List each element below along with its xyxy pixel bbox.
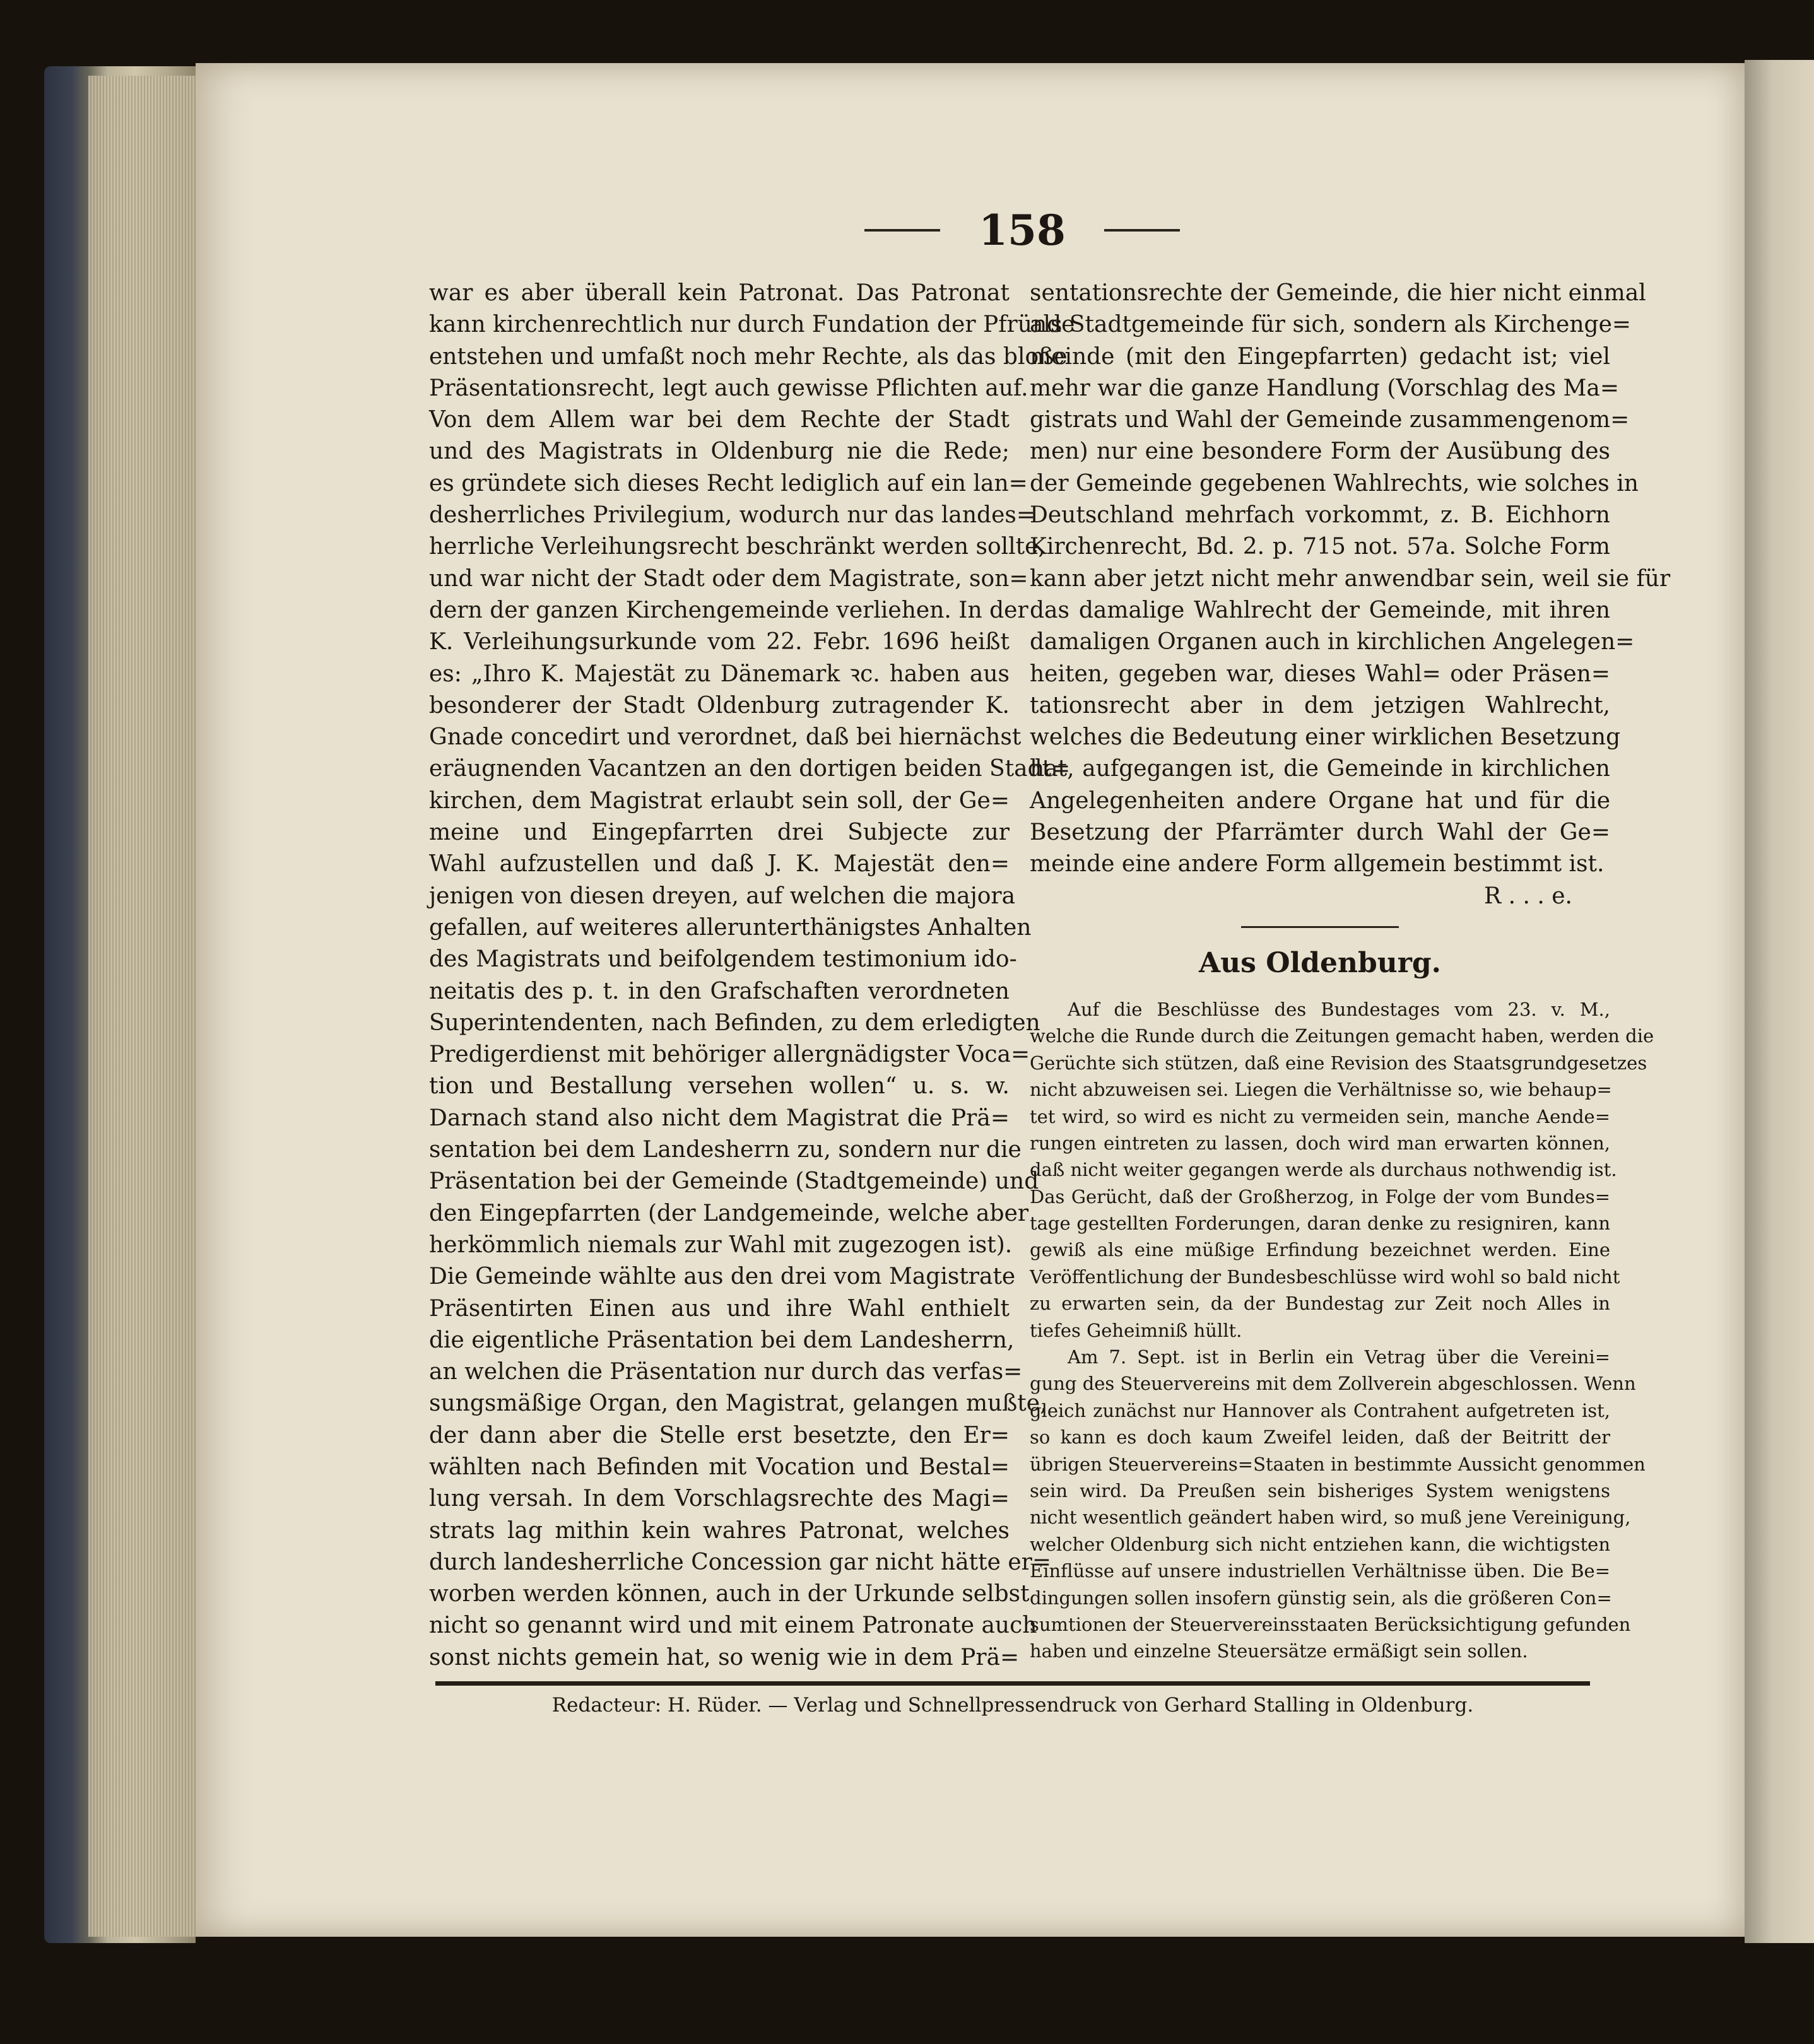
text-line: sein wird. Da Preußen sein bisheriges System wenigstens (1030, 1479, 1610, 1501)
text-line: so kann es doch kaum Zweifel leiden, daß der Beitritt der (1030, 1426, 1610, 1448)
text-line: tet wird, so wird es nicht zu vermeiden sein, manche Aende= (1030, 1105, 1610, 1127)
text-line: Wahl aufzustellen und daß J. K. Majestät den= (429, 851, 1010, 878)
text-line: meine und Eingepfarrten drei Subjecte zur (429, 819, 1010, 846)
section-divider (1241, 926, 1399, 928)
text-line: neitatis des p. t. in den Grafschaften verordneten (429, 978, 1010, 1004)
text-line: sentationsrechte der Gemeinde, die hier nicht einmal (1030, 280, 1646, 306)
article-continuation (1030, 278, 1671, 881)
text-line: Gerüchte sich stützen, daß eine Revision des Staatsgrundgesetzes (1030, 1052, 1647, 1074)
text-line: gewiß als eine müßige Erfindung bezeichnet werden. Eine (1030, 1239, 1610, 1261)
text-line: zu erwarten sein, da der Bundestag zur Zeit noch Alles in (1030, 1293, 1610, 1315)
text-line: an welchen die Präsentation nur durch das verfas= (429, 1359, 1023, 1385)
text-line: heiten, gegeben war, dieses Wahl= oder Präsen= (1030, 661, 1610, 687)
left-column (429, 278, 1075, 1674)
text-line: Darnach stand also nicht dem Magistrat die Prä= (429, 1105, 1010, 1131)
text-line: daß nicht weiter gegangen werde als durchaus nothwendig ist. (1030, 1159, 1617, 1181)
news-paragraph-1 (1030, 996, 1654, 1344)
text-line: übrigen Steuervereins=Staaten in bestimmte Aussicht genommen (1030, 1453, 1646, 1475)
text-line: Deutschland mehrfach vorkommt, z. B. Eichhorn (1030, 502, 1610, 529)
header-rule-left (864, 229, 940, 232)
text-line: nicht so genannt wird und mit einem Patronate auch (429, 1612, 1037, 1639)
text-line: Angelegenheiten andere Organe hat und für die (1030, 787, 1610, 814)
news-paragraph-2 (1030, 1344, 1646, 1665)
text-line: Kirchenrecht, Bd. 2. p. 715 not. 57a. Solche Form (1030, 534, 1610, 560)
text-line: lung versah. In dem Vorschlagsrechte des Magi= (429, 1486, 1010, 1512)
page-edges (88, 76, 199, 1937)
text-line: meinde eine andere Form allgemein bestimmt ist. (1030, 851, 1605, 878)
text-line: meinde (mit den Eingepfarrten) gedacht ist; viel (1030, 343, 1610, 370)
text-line: herrliche Verleihungsrecht beschränkt werden sollte, (429, 534, 1045, 560)
text-line: es: „Ihro K. Majestät zu Dänemark ꝛc. haben aus (429, 661, 1010, 687)
text-line: dern der ganzen Kirchengemeinde verliehen. In der (429, 597, 1028, 623)
text-line: sumtionen der Steuervereinsstaaten Berücksichtigung gefunden (1030, 1613, 1631, 1635)
text-line: und des Magistrats in Oldenburg nie die Rede; (429, 438, 1010, 465)
text-line: sentation bei dem Landesherrn zu, sondern nur die (429, 1137, 1022, 1163)
text-line: Einflüsse auf unsere industriellen Verhältnisse üben. Die Be= (1030, 1560, 1610, 1582)
text-line: kann kirchenrechtlich nur durch Fundation der Pfründe (429, 312, 1075, 338)
section-heading: Aus Oldenburg. (1198, 946, 1442, 979)
text-line: dingungen sollen insofern günstig sein, als die größeren Con= (1030, 1587, 1612, 1609)
text-line: jenigen von diesen dreyen, auf welchen die majora (429, 883, 1016, 909)
text-line: worben werden können, auch in der Urkunde selbst (429, 1581, 1030, 1607)
text-line: damaligen Organen auch in kirchlichen Angelegen= (1030, 629, 1635, 655)
text-line: Predigerdienst mit behöriger allergnädigster Voca= (429, 1042, 1030, 1068)
text-line: der dann aber die Stelle erst besetzte, den Er= (429, 1422, 1010, 1448)
text-line: des Magistrats und beifolgendem testimonium ido- (429, 946, 1017, 973)
text-line: Veröffentlichung der Bundesbeschlüsse wird wohl so bald nicht (1030, 1266, 1620, 1288)
text-line: gistrats und Wahl der Gemeinde zusammengenom= (1030, 407, 1630, 433)
text-line: die eigentliche Präsentation bei dem Landesherrn, (429, 1327, 1015, 1353)
text-line: der Gemeinde gegebenen Wahlrechts, wie solches in (1030, 470, 1639, 496)
text-line: das damalige Wahlrecht der Gemeinde, mit ihren (1030, 597, 1610, 623)
text-line: und war nicht der Stadt oder dem Magistrate, son= (429, 565, 1028, 592)
text-line: welcher Oldenburg sich nicht entziehen kann, die wichtigsten (1030, 1533, 1610, 1555)
text-line: durch landesherrliche Concession gar nicht hätte er= (429, 1549, 1052, 1575)
text-line: hat, aufgegangen ist, die Gemeinde in kirchlichen (1030, 756, 1610, 782)
text-line: Am 7. Sept. ist in Berlin ein Vetrag über die Vereini= (1068, 1346, 1610, 1368)
text-line: herkömmlich niemals zur Wahl mit zugezogen ist). (429, 1231, 1013, 1258)
text-line: tiefes Geheimniß hüllt. (1030, 1319, 1242, 1341)
text-line: eräugnenden Vacantzen an den dortigen beiden Stadt= (429, 756, 1071, 782)
text-line: Auf die Beschlüsse des Bundestages vom 23. v. M., (1068, 998, 1610, 1020)
text-line: Gnade concedirt und verordnet, daß bei hiernächst (429, 724, 1022, 751)
text-line: es gründete sich dieses Recht lediglich auf ein lan= (429, 470, 1028, 496)
footer-rule (435, 1681, 1590, 1686)
text-line: war es aber überall kein Patronat. Das Patronat (429, 280, 1010, 306)
text-line: tationsrecht aber in dem jetzigen Wahlrecht, (1030, 692, 1610, 719)
text-line: sungsmäßige Organ, den Magistrat, gelangen mußte, (429, 1390, 1047, 1417)
text-line: welches die Bedeutung einer wirklichen Besetzung (1030, 724, 1621, 751)
page-number: 158 (979, 206, 1066, 255)
text-line: nicht wesentlich geändert haben wird, so muß jene Vereinigung, (1030, 1507, 1631, 1529)
text-line: rungen eintreten zu lassen, doch wird man erwarten können, (1030, 1132, 1610, 1154)
text-line: als Stadtgemeinde für sich, sondern als Kirchenge= (1030, 312, 1632, 338)
text-line: Präsentirten Einen aus und ihre Wahl enthielt (429, 1295, 1010, 1322)
text-line: kirchen, dem Magistrat erlaubt sein soll, der Ge= (429, 787, 1010, 814)
imprint-footer: Redacteur: H. Rüder. — Verlag und Schnellpressendruck von Gerhard Stalling in Oldenburg. (551, 1694, 1474, 1717)
text-line: desherrliches Privilegium, wodurch nur das landes= (429, 502, 1036, 529)
text-line: Präsentationsrecht, legt auch gewisse Pflichten auf. (429, 375, 1028, 401)
text-line: den Eingepfarrten (der Landgemeinde, welche aber (429, 1200, 1029, 1226)
text-line: strats lag mithin kein wahres Patronat, welches (429, 1517, 1010, 1544)
text-line: Das Gerücht, daß der Großherzog, in Folge der vom Bundes= (1030, 1185, 1610, 1207)
text-line: welche die Runde durch die Zeitungen gemacht haben, werden die (1030, 1025, 1654, 1047)
text-line: kann aber jetzt nicht mehr anwendbar sein, weil sie für (1030, 565, 1671, 592)
header-rule-right (1104, 229, 1180, 232)
text-line: gleich zunächst nur Hannover als Contrahent aufgetreten ist, (1030, 1399, 1610, 1421)
text-line: Besetzung der Pfarrämter durch Wahl der Ge= (1030, 819, 1610, 846)
page-header (864, 202, 1180, 259)
text-line: tion und Bestallung versehen wollen“ u. s. w. (429, 1073, 1010, 1100)
text-line: entstehen und umfaßt noch mehr Rechte, als das bloße (429, 343, 1068, 370)
text-line: haben und einzelne Steuersätze ermäßigt sein sollen. (1030, 1640, 1528, 1662)
text-line: gung des Steuervereins mit dem Zollverein abgeschlossen. Wenn (1030, 1373, 1636, 1395)
text-line: K. Verleihungsurkunde vom 22. Febr. 1696 heißt (429, 629, 1010, 655)
facing-page-edge (1745, 60, 1814, 1943)
text-line: Präsentation bei der Gemeinde (Stadtgemeinde) und (429, 1168, 1039, 1195)
text-line: Von dem Allem war bei dem Rechte der Stadt (429, 407, 1010, 433)
text-line: Superintendenten, nach Befinden, zu dem erledigten (429, 1009, 1040, 1036)
article-signature: R . . . e. (1484, 883, 1572, 909)
text-line: besonderer der Stadt Oldenburg zutragender K. (429, 692, 1010, 719)
text-line: Die Gemeinde wählte aus den drei vom Magistrate (429, 1264, 1016, 1290)
text-line: tage gestellten Forderungen, daran denke zu resigniren, kann (1030, 1213, 1610, 1235)
text-line: sonst nichts gemein hat, so wenig wie in dem Prä= (429, 1644, 1020, 1671)
text-line: mehr war die ganze Handlung (Vorschlag des Ma= (1030, 375, 1620, 401)
text-line: wählten nach Befinden mit Vocation und Bestal= (429, 1454, 1010, 1480)
right-column (1030, 278, 1671, 1665)
text-line: gefallen, auf weiteres allerunterthänigstes Anhalten (429, 914, 1032, 941)
text-line: men) nur eine besondere Form der Ausübung des (1030, 438, 1610, 465)
text-line: nicht abzuweisen sei. Liegen die Verhältnisse so, wie behaup= (1030, 1079, 1612, 1101)
